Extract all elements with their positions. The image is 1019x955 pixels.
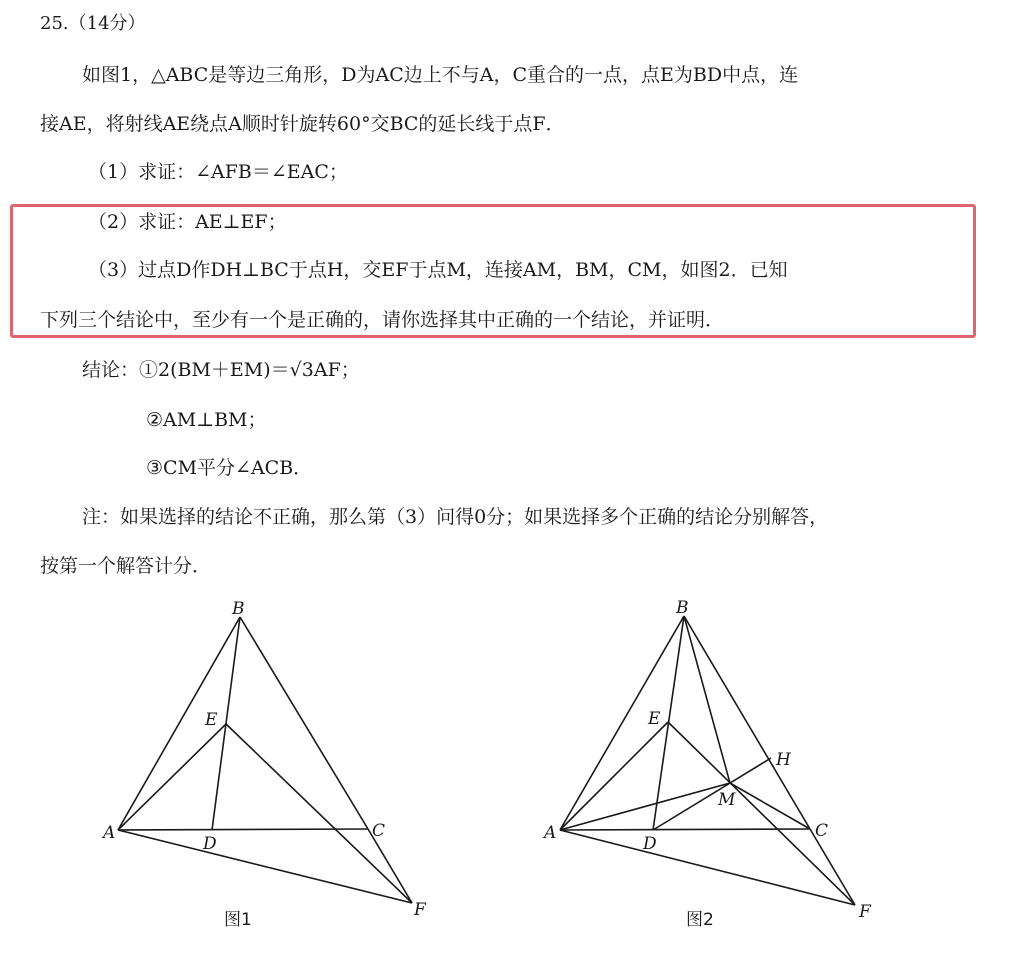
fig2-label-b: B — [676, 598, 689, 618]
fig2-segment-ef — [668, 722, 855, 905]
fig1-segment-bc — [240, 617, 368, 829]
fig2-segment-am — [560, 783, 730, 830]
fig2-label-e: E — [648, 709, 661, 729]
fig1-label-b: B — [232, 599, 245, 619]
fig2-segment-ac — [560, 829, 810, 830]
part-2: （2）求证：AE⊥EF； — [88, 211, 287, 233]
fig2-segment-af — [560, 830, 855, 905]
fig1-segment-ae — [118, 724, 226, 830]
conclusion-1: 结论：①2(BM＋EM)＝√3AF； — [82, 359, 360, 381]
fig2-segment-dh — [653, 758, 771, 830]
fig2-label-d: D — [643, 834, 657, 854]
fig1-label-c: C — [372, 821, 386, 841]
question-stem-line-1: 如图1，△ABC是等边三角形，D为AC边上不与A，C重合的一点，点E为BD中点，连 — [82, 64, 799, 86]
fig1-label-e: E — [205, 710, 218, 730]
fig2-segment-bm — [684, 616, 730, 783]
fig2-label-a: A — [544, 823, 557, 843]
fig2-label-m: M — [718, 790, 736, 810]
part-1: （1）求证：∠AFB＝∠EAC； — [88, 161, 348, 183]
part-3-line-1: （3）过点D作DH⊥BC于点H，交EF于点M，连接AM，BM，CM，如图2．已知 — [88, 259, 788, 281]
fig1-segment-ef — [226, 724, 412, 903]
figure-2 — [542, 598, 872, 930]
fig2-label-c: C — [815, 821, 829, 841]
fig1-label-d: D — [203, 834, 217, 854]
fig2-segment-bc — [684, 616, 810, 829]
fig2-label-h: H — [776, 750, 791, 770]
fig1-caption: 图1 — [224, 910, 252, 930]
fig1-segment-ac — [118, 829, 368, 830]
question-number: 25.（14分） — [40, 13, 146, 34]
fig1-label-a: A — [103, 823, 116, 843]
fig2-label-f: F — [859, 902, 871, 922]
conclusion-3: ③CM平分∠ACB． — [146, 457, 313, 479]
part-3-line-2: 下列三个结论中，至少有一个是正确的，请你选择其中正确的一个结论，并证明． — [40, 309, 725, 331]
question-stem-line-2: 接AE，将射线AE绕点A顺时针旋转60°交BC的延长线于点F． — [40, 113, 565, 135]
fig1-segment-af — [118, 830, 412, 903]
figure-1 — [101, 599, 427, 930]
fig1-label-f: F — [414, 900, 426, 920]
note-line-2: 按第一个解答计分． — [40, 555, 212, 577]
fig1-segment-ab — [118, 617, 240, 830]
fig2-segment-ab — [560, 616, 684, 830]
fig2-caption: 图2 — [686, 910, 714, 930]
conclusion-2: ②AM⊥BM； — [146, 409, 267, 431]
note-line-1: 注：如果选择的结论不正确，那么第（3）问得0分；如果选择多个正确的结论分别解答， — [82, 506, 829, 528]
